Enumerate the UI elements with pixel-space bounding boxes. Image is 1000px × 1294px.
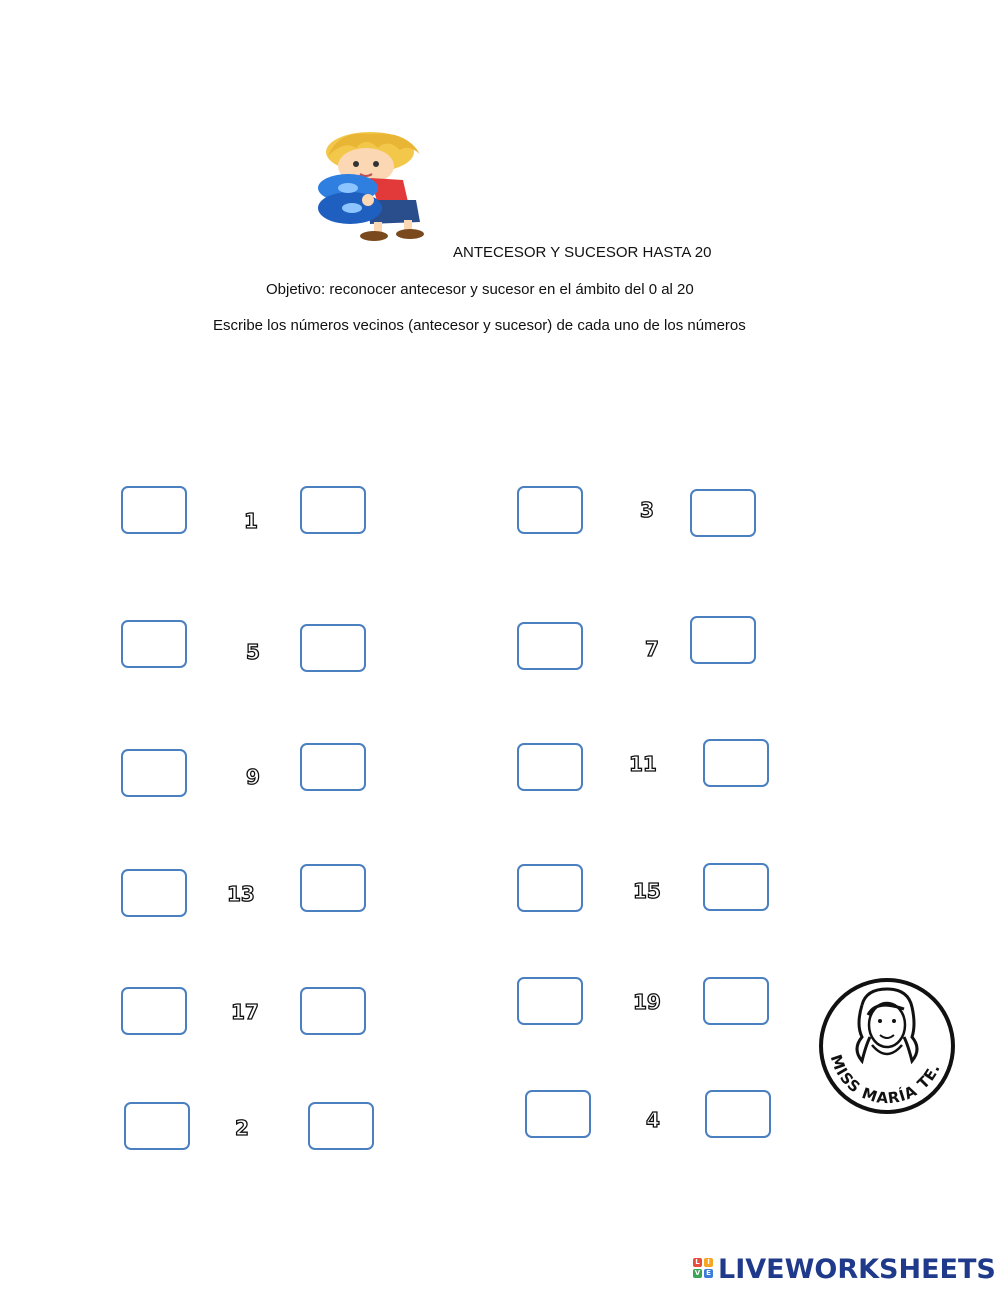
worksheet-objective: Objetivo: reconocer antecesor y sucesor en el ámbito del 0 al 20	[266, 281, 694, 298]
given-number-11: 11	[629, 752, 657, 776]
successor-input-15[interactable]	[703, 863, 769, 911]
successor-input-4[interactable]	[705, 1090, 771, 1138]
given-number-13: 13	[227, 882, 255, 906]
successor-input-3[interactable]	[690, 489, 756, 537]
given-number-17: 17	[231, 1000, 259, 1024]
predecessor-input-13[interactable]	[121, 869, 187, 917]
predecessor-input-9[interactable]	[121, 749, 187, 797]
predecessor-input-5[interactable]	[121, 620, 187, 668]
given-number-19: 19	[633, 990, 661, 1014]
predecessor-input-1[interactable]	[121, 486, 187, 534]
given-number-3: 3	[640, 498, 654, 522]
given-number-5: 5	[246, 640, 260, 664]
predecessor-input-2[interactable]	[124, 1102, 190, 1150]
predecessor-input-15[interactable]	[517, 864, 583, 912]
successor-input-17[interactable]	[300, 987, 366, 1035]
given-number-2: 2	[235, 1116, 249, 1140]
author-stamp	[816, 975, 958, 1117]
liveworksheets-brand[interactable]: LIVEWORKSHEETS	[718, 1254, 996, 1285]
svg-text:MISS MARÍA TE.: MISS MARÍA TE.	[826, 1052, 945, 1108]
given-number-9: 9	[246, 765, 260, 789]
successor-input-19[interactable]	[703, 977, 769, 1025]
worksheet-title: ANTECESOR Y SUCESOR HASTA 20	[453, 244, 712, 261]
given-number-4: 4	[646, 1108, 660, 1132]
successor-input-11[interactable]	[703, 739, 769, 787]
predecessor-input-3[interactable]	[517, 486, 583, 534]
successor-input-9[interactable]	[300, 743, 366, 791]
successor-input-5[interactable]	[300, 624, 366, 672]
predecessor-input-17[interactable]	[121, 987, 187, 1035]
successor-input-2[interactable]	[308, 1102, 374, 1150]
predecessor-input-19[interactable]	[517, 977, 583, 1025]
worksheet-instruction: Escribe los números vecinos (antecesor y sucesor) de cada uno de los números	[213, 317, 746, 334]
successor-input-13[interactable]	[300, 864, 366, 912]
given-number-7: 7	[645, 637, 659, 661]
liveworksheets-logo-icon: L I V E	[693, 1258, 715, 1280]
predecessor-input-11[interactable]	[517, 743, 583, 791]
predecessor-input-4[interactable]	[525, 1090, 591, 1138]
predecessor-input-7[interactable]	[517, 622, 583, 670]
successor-input-1[interactable]	[300, 486, 366, 534]
given-number-1: 1	[244, 509, 258, 533]
given-number-15: 15	[633, 879, 661, 903]
successor-input-7[interactable]	[690, 616, 756, 664]
boy-with-number-illustration	[308, 130, 433, 245]
